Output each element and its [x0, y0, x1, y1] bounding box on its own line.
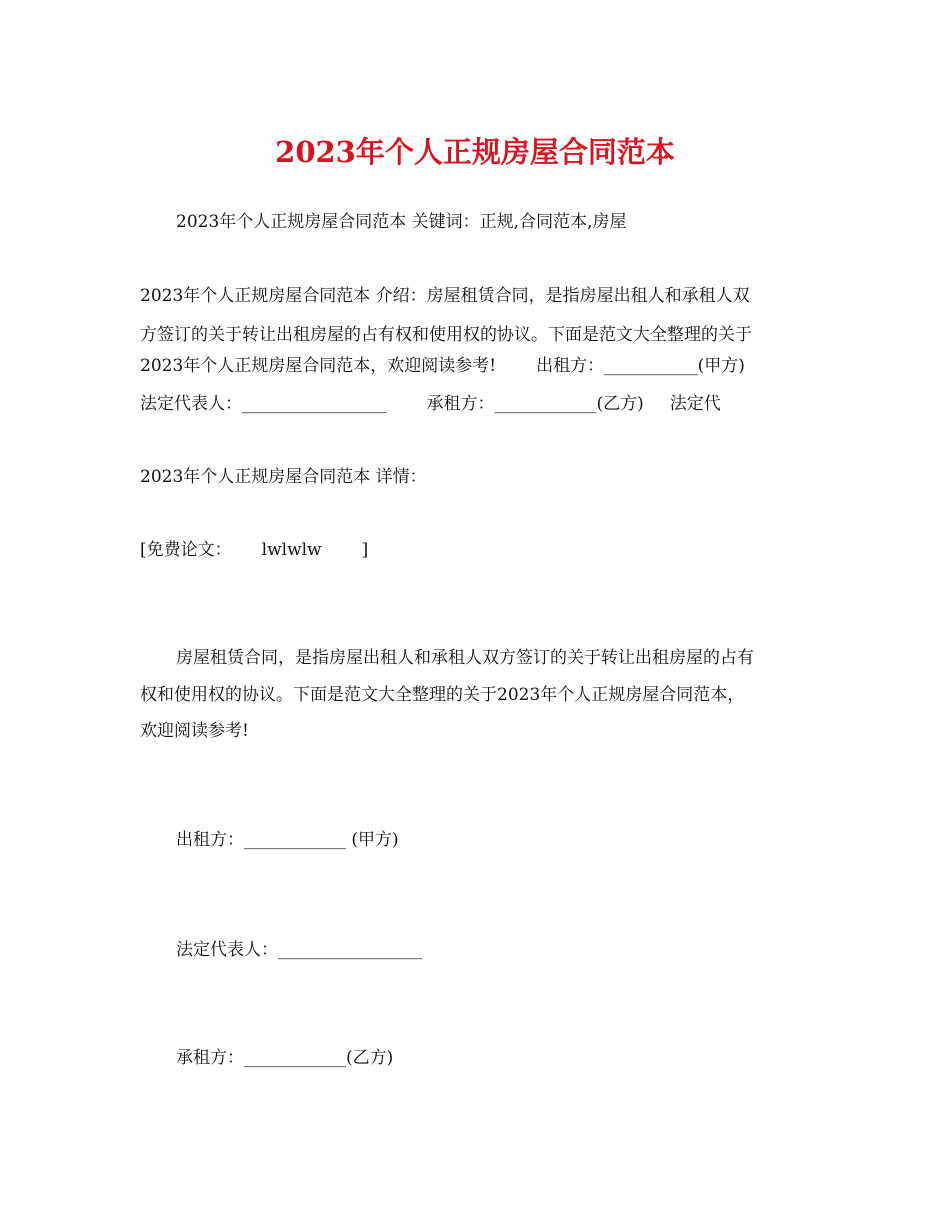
body-line-3: 欢迎阅读参考!	[140, 721, 249, 741]
body-line-2: 权和使用权的协议。下面是范文大全整理的关于2023年个人正规房屋合同范本，	[140, 685, 745, 705]
legal-rep-field: 法定代表人：_________________	[176, 940, 423, 960]
intro-lessee-field: 承租方：____________(乙方)	[426, 394, 644, 414]
document-title: 2023年个人正规房屋合同范本	[275, 135, 675, 169]
free-paper-tag	[140, 539, 368, 561]
intro-lessor-field: 出租方：___________(甲方)	[536, 356, 745, 376]
keywords-line: 2023年个人正规房屋合同范本 关键词：正规,合同范本,房屋	[176, 212, 627, 232]
lessor-field: 出租方：____________ (甲方)	[176, 830, 399, 850]
intro-line-3-text: 2023年个人正规房屋合同范本，欢迎阅读参考!	[140, 356, 497, 376]
intro-line-1: 2023年个人正规房屋合同范本 介绍：房屋租赁合同，是指房屋出租人和承租人双	[140, 286, 750, 306]
body-line-1: 房屋租赁合同，是指房屋出租人和承租人双方签订的关于转让出租房屋的占有	[176, 648, 754, 668]
free-paper-close: ]	[361, 540, 369, 560]
free-paper-open: [免费论文：	[140, 540, 232, 560]
free-paper-code: lwlwlw	[261, 540, 322, 560]
intro-legal-rep-field: 法定代表人：_________________	[140, 394, 387, 414]
lessee-field: 承租方：____________(乙方)	[176, 1048, 394, 1068]
intro-line-2: 方签订的关于转让出租房屋的占有权和使用权的协议。下面是范文大全整理的关于	[140, 325, 752, 345]
intro-line-4	[140, 393, 721, 415]
details-heading: 2023年个人正规房屋合同范本 详情：	[140, 467, 427, 487]
intro-legal-rep-truncated: 法定代	[669, 394, 721, 414]
intro-line-3	[140, 355, 745, 377]
